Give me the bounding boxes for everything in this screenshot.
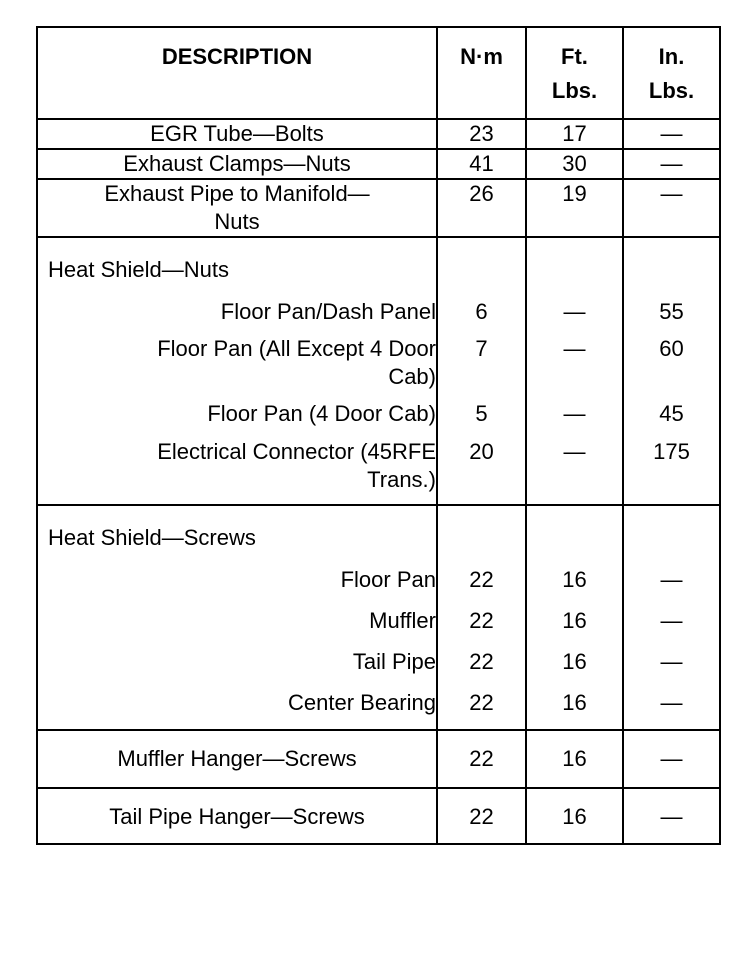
- row-description-line2: Nuts: [214, 209, 260, 234]
- row-nm: 23: [437, 119, 526, 149]
- table-row: [37, 676, 720, 730]
- row-nm: 7: [437, 326, 526, 391]
- row-ft-lbs: 17: [526, 119, 623, 149]
- row-in-lbs: —: [623, 179, 720, 237]
- header-in-line1: In.: [658, 44, 685, 69]
- row-description: Tail Pipe: [352, 649, 436, 674]
- row-nm: 22: [437, 552, 526, 594]
- row-description: [37, 179, 437, 237]
- row-ft-lbs: 16: [526, 676, 623, 730]
- row-in-lbs: —: [623, 788, 720, 844]
- row-in-lbs: 45: [623, 391, 720, 428]
- row-ft-lbs: —: [526, 391, 623, 428]
- row-nm: 22: [437, 676, 526, 730]
- row-description: Floor Pan: [340, 567, 436, 592]
- row-description: Center Bearing: [288, 690, 436, 715]
- row-in-lbs: 55: [623, 284, 720, 326]
- header-description: DESCRIPTION: [37, 27, 437, 119]
- row-in-lbs: —: [623, 149, 720, 179]
- row-ft-lbs: 16: [526, 788, 623, 844]
- header-in-line2: Lbs.: [648, 78, 695, 103]
- row-ft-lbs: —: [526, 284, 623, 326]
- row-description: [37, 428, 437, 505]
- table-row: [37, 326, 720, 391]
- row-nm: 22: [437, 730, 526, 788]
- row-nm: 20: [437, 428, 526, 505]
- row-description-line1: Floor Pan (All Except 4 Door: [157, 336, 436, 361]
- header-ft-line1: Ft.: [561, 44, 588, 69]
- row-description-line1: Exhaust Pipe to Manifold—: [104, 181, 370, 206]
- row-nm: 22: [437, 788, 526, 844]
- row-description: Muffler Hanger—Screws: [37, 730, 437, 788]
- row-ft-lbs: —: [526, 326, 623, 391]
- row-ft-lbs: 19: [526, 179, 623, 237]
- table-row: [37, 284, 720, 326]
- row-description: Muffler: [369, 608, 436, 633]
- table-row: [37, 788, 720, 844]
- group-title-heat-shield-nuts: Heat Shield—Nuts: [37, 237, 437, 284]
- group-title-row: [37, 237, 720, 284]
- row-nm: 26: [437, 179, 526, 237]
- row-description: Tail Pipe Hanger—Screws: [37, 788, 437, 844]
- table-row: [37, 428, 720, 505]
- row-description: Exhaust Clamps—Nuts: [37, 149, 437, 179]
- row-in-lbs: —: [623, 730, 720, 788]
- torque-spec-table: [36, 26, 721, 845]
- header-in-lbs: [623, 27, 720, 119]
- row-ft-lbs: —: [526, 428, 623, 505]
- row-description: [37, 326, 437, 391]
- row-description-line2: Trans.): [367, 467, 436, 492]
- row-nm: 22: [437, 635, 526, 676]
- row-description: Floor Pan/Dash Panel: [220, 299, 436, 324]
- group-title-heat-shield-screws: Heat Shield—Screws: [37, 505, 437, 552]
- row-nm: 5: [437, 391, 526, 428]
- row-in-lbs: —: [623, 119, 720, 149]
- table-header-row: [37, 27, 720, 119]
- header-ft-line2: Lbs.: [551, 78, 598, 103]
- header-nm: N·m: [437, 27, 526, 119]
- table-row: [37, 730, 720, 788]
- group-title-row: [37, 505, 720, 552]
- row-ft-lbs: 16: [526, 594, 623, 635]
- row-ft-lbs: 16: [526, 635, 623, 676]
- row-nm: 41: [437, 149, 526, 179]
- row-ft-lbs: 30: [526, 149, 623, 179]
- row-nm: 22: [437, 594, 526, 635]
- table-row: [37, 552, 720, 594]
- table-row: [37, 179, 720, 237]
- table-row: [37, 119, 720, 149]
- table-row: [37, 594, 720, 635]
- row-in-lbs: —: [623, 676, 720, 730]
- table-row: [37, 391, 720, 428]
- row-description-line1: Electrical Connector (45RFE: [157, 439, 436, 464]
- row-ft-lbs: 16: [526, 552, 623, 594]
- row-description-line2: Cab): [388, 364, 436, 389]
- row-in-lbs: 60: [623, 326, 720, 391]
- row-ft-lbs: 16: [526, 730, 623, 788]
- table-row: [37, 149, 720, 179]
- row-in-lbs: —: [623, 594, 720, 635]
- row-nm: 6: [437, 284, 526, 326]
- row-in-lbs: 175: [623, 428, 720, 505]
- row-description: Floor Pan (4 Door Cab): [207, 401, 436, 426]
- row-in-lbs: —: [623, 635, 720, 676]
- header-ft-lbs: [526, 27, 623, 119]
- table-row: [37, 635, 720, 676]
- row-in-lbs: —: [623, 552, 720, 594]
- row-description: EGR Tube—Bolts: [37, 119, 437, 149]
